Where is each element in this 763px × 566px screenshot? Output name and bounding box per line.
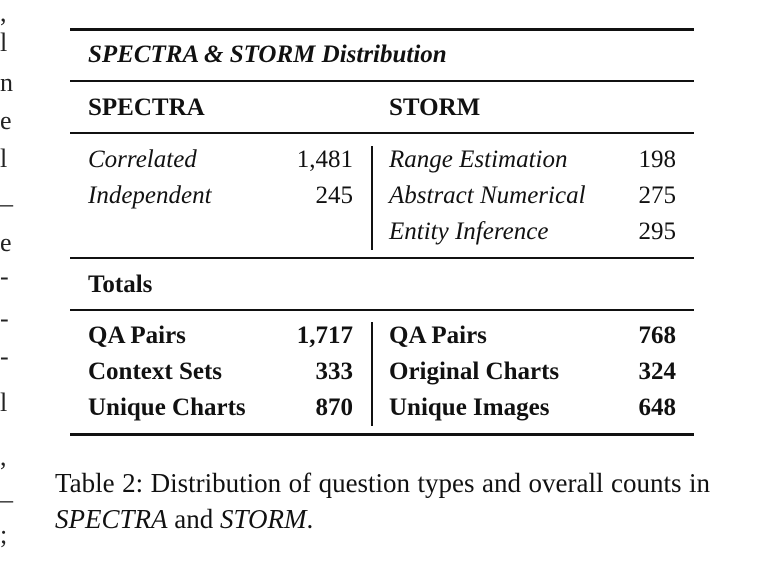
margin-fragment: ; [0,520,8,549]
spectra-row-label: Independent [88,182,212,209]
caption-text: Table 2: Distribution of question types and overall counts in [55,468,710,498]
table-top-rule [70,28,694,31]
margin-fragment: , [0,0,7,27]
table-title: SPECTRA & STORM Distribution [88,41,447,68]
storm-total-label: QA Pairs [389,322,487,349]
spectra-row-value: 1,481 [296,146,353,173]
margin-fragment: e [0,106,12,135]
storm-row-label: Entity Inference [389,218,549,245]
spectra-total-label: QA Pairs [88,322,186,349]
margin-fragment: n [0,68,13,97]
storm-row-value: 275 [638,182,676,209]
margin-fragment: - [0,262,9,291]
storm-total-label: Original Charts [389,358,560,385]
margin-fragment: _ [0,476,13,505]
storm-total-value: 768 [638,322,676,349]
table-rule [70,309,694,311]
storm-total-value: 648 [638,394,676,421]
caption-text: and [167,504,220,534]
table-rule [70,132,694,134]
column-divider [371,322,373,426]
spectra-total-label: Context Sets [88,358,223,385]
margin-fragment: , [0,442,7,471]
table-rule [70,257,694,259]
spectra-total-value: 333 [315,358,353,385]
spectra-total-label: Unique Charts [88,394,246,421]
table-bottom-rule [70,433,694,436]
margin-fragment: - [0,304,9,333]
margin-fragment: - [0,342,9,371]
table-caption [55,465,710,537]
spectra-row-value: 245 [315,182,353,209]
margin-fragment: l [0,28,8,57]
spectra-total-value: 1,717 [296,322,353,349]
spectra-header: SPECTRA [88,94,205,121]
table-rule [70,80,694,82]
storm-row-value: 198 [638,146,676,173]
totals-header: Totals [88,271,153,298]
caption-storm: STORM [219,504,307,534]
column-divider [371,146,373,250]
caption-spectra: SPECTRA [55,504,168,534]
spectra-row-label: Correlated [88,146,197,173]
storm-row-label: Abstract Numerical [389,182,586,209]
margin-fragment: l [0,388,8,417]
storm-total-value: 324 [638,358,676,385]
storm-header: STORM [389,94,481,121]
storm-total-label: Unique Images [389,394,550,421]
margin-fragment: l [0,144,8,173]
margin-fragment: e [0,228,12,257]
margin-fragment: _ [0,180,13,209]
storm-row-label: Range Estimation [389,146,568,173]
caption-text: . [306,504,314,534]
storm-row-value: 295 [638,218,676,245]
spectra-total-value: 870 [315,394,353,421]
